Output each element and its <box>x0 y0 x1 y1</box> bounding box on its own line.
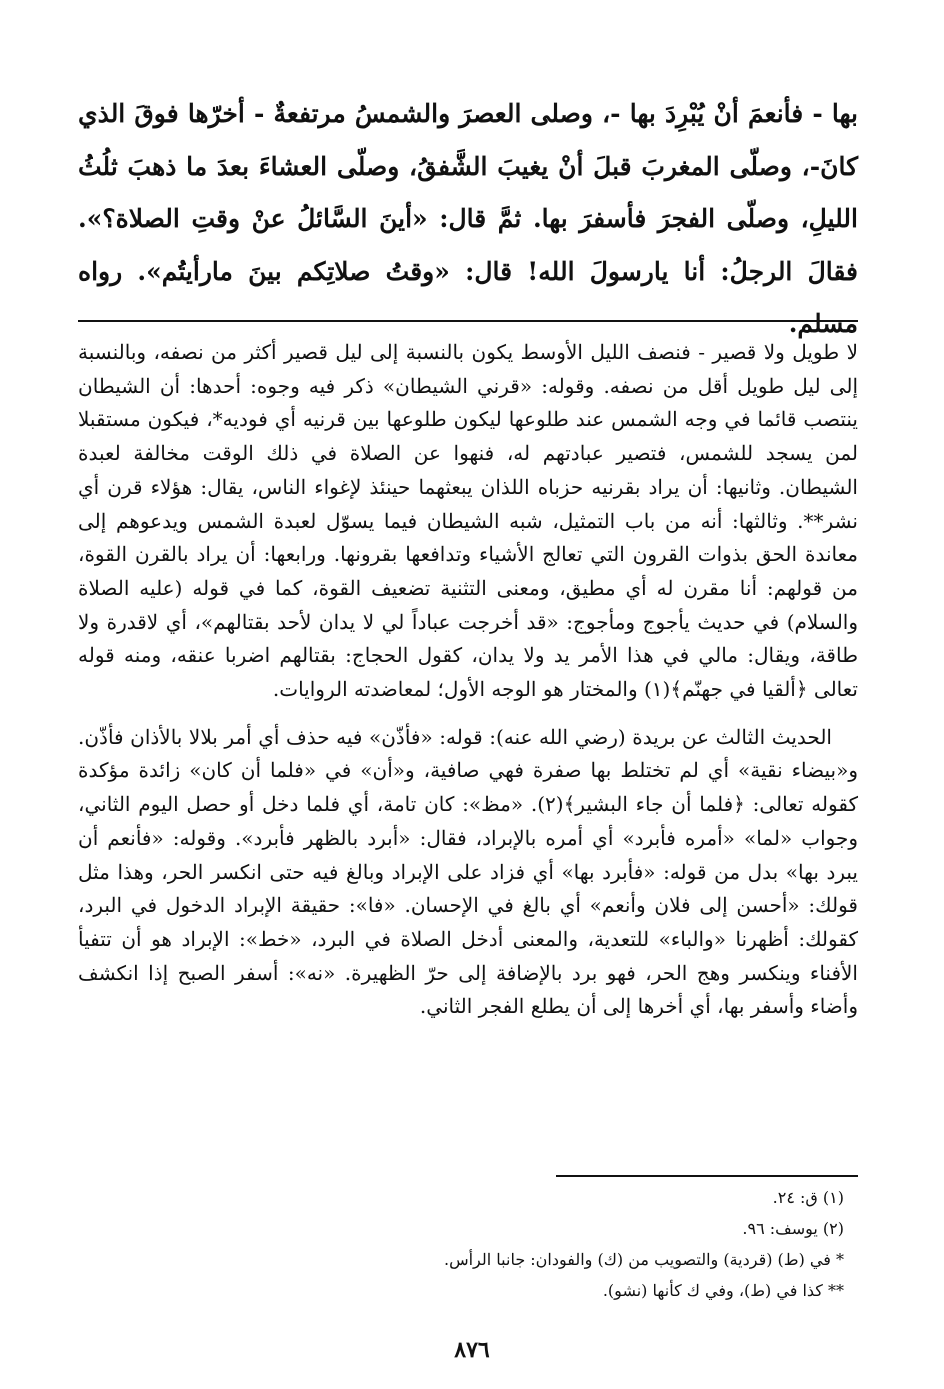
hadith-text <box>78 88 858 351</box>
footnote-divider <box>556 1175 858 1177</box>
footnote-1: (١) ق: ٢٤. <box>772 1188 844 1207</box>
commentary-paragraph-2: الحديث الثالث عن بريدة (رضي الله عنه): قوله: «فأذّن» فيه حذف أي أمر بلالا بالأذان فأذّن. و«بيضاء نقية» أي لم تختلط بها صفرة فهي صافية، و«أن» في «فلما أن كان» زائدة مؤكدة كقوله تعالى: ﴿فلما أن جاء البشير﴾(٢). «مظ»: كان تامة، أي فلما دخل أو حصل اليوم الثاني، وجواب «لما» «أمره فأبرد» أي أمره بالإبراد، فقال: «أبرد بالظهر فأبرد». وقوله: «فأنعم أن يبرد بها» بدل من قوله: «فأبرد بها» أي فزاد على الإبراد وبالغ فيه حتى انكسر الحر، وهذا مثل قولك: «أحسن إلى فلان وأنعم» أي بالغ في الإحسان. «فا»: حقيقة الإبراد الدخول في البرد، كقولك: أظهرنا «والباء» للتعدية، والمعنى أدخل الصلاة في البرد، «خط»: الإبراد هو أن تتفيأ الأفناء وينكسر وهج الحر، فهو برد بالإضافة إلى حرّ الظهيرة. «نه»: أسفر الصبح إذا انكشف وأضاء وأسفر بها، أي أخرها إلى أن يطلع الفجر الثاني. <box>78 724 858 1019</box>
main-divider <box>78 320 858 322</box>
hadith-paragraph: بها - فأنعمَ أنْ يُبْرِدَ بها -، وصلى العصرَ والشمسُ مرتفعةٌ - أخرّها فوقَ الذي كانَ-، وصلّى المغربَ قبلَ أنْ يغيبَ الشَّفقُ، وصلّى العشاءَ بعدَ ما ذهبَ ثلُثُ الليلِ، وصلّى الفجرَ فأسفرَ بها. ثمَّ قال: «أينَ السَّائلُ عنْ وقتِ الصلاة؟». فقالَ الرجلُ: أنا يارسولَ الله! قال: «وقتُ صلاتِكم بينَ مارأيتُم». رواه مسلم. <box>78 99 858 338</box>
commentary-paragraph-1: لا طويل ولا قصير - فنصف الليل الأوسط يكون بالنسبة إلى ليل قصير أكثر من نصفه، وبالنسبة إلى ليل طويل أقل من نصفه. وقوله: «قرني الشيطان» ذكر فيه وجوه: أحدها: أن الشيطان ينتصب قائما في وجه الشمس عند طلوعها ليكون طلوعها بين قرنيه أي فوديه*، فيكون مستقبلا لمن يسجد للشمس، فتصير عبادتهم له، فنهوا عن الصلاة في ذلك الوقت مخالفة لعبدة الشيطان. وثانيها: أن يراد بقرنيه حزباه اللذان يبعثهما حينئذ لإغواء الناس، يقال: هؤلاء قرن أي نشر**. وثالثها: أنه من باب التمثيل، شبه الشيطان فيما يسوّل لعبدة الشمس ويدعوهم إلى معاندة الحق بذوات القرون التي تعالج الأشياء وتدافعها بقرونها. ورابعها: أن يراد بالقرن القوة، من قولهم: أنا مقرن له أي مطيق، ومعنى التثنية تضعيف القوة، كما في قوله (عليه الصلاة والسلام) في حديث يأجوج ومأجوج: «قد أخرجت عباداً لي لا يدان لأحد بقتالهم»، أي لاقدرة ولا طاقة، ويقال: مالي في هذا الأمر يد ولا يدان، كقول الحجاج: بقتالهم اضربا عنقه، ومنه قوله تعالى ﴿ألقيا في جهنّم﴾(١) والمختار هو الوجه الأول؛ لمعاضدته الروايات. <box>78 340 858 702</box>
commentary <box>78 336 858 1024</box>
footnote-4: ** كذا في (ط)، وفي ك كأنها (نشو). <box>602 1281 844 1300</box>
footnote-3: * في (ط) (قردية) والتصويب من (ك) والفودان: جانبا الرأس. <box>443 1250 844 1269</box>
page-number: ٨٧٦ <box>454 1337 490 1363</box>
footnotes <box>300 1182 844 1306</box>
footnote-2: (٢) يوسف: ٩٦. <box>742 1219 844 1238</box>
